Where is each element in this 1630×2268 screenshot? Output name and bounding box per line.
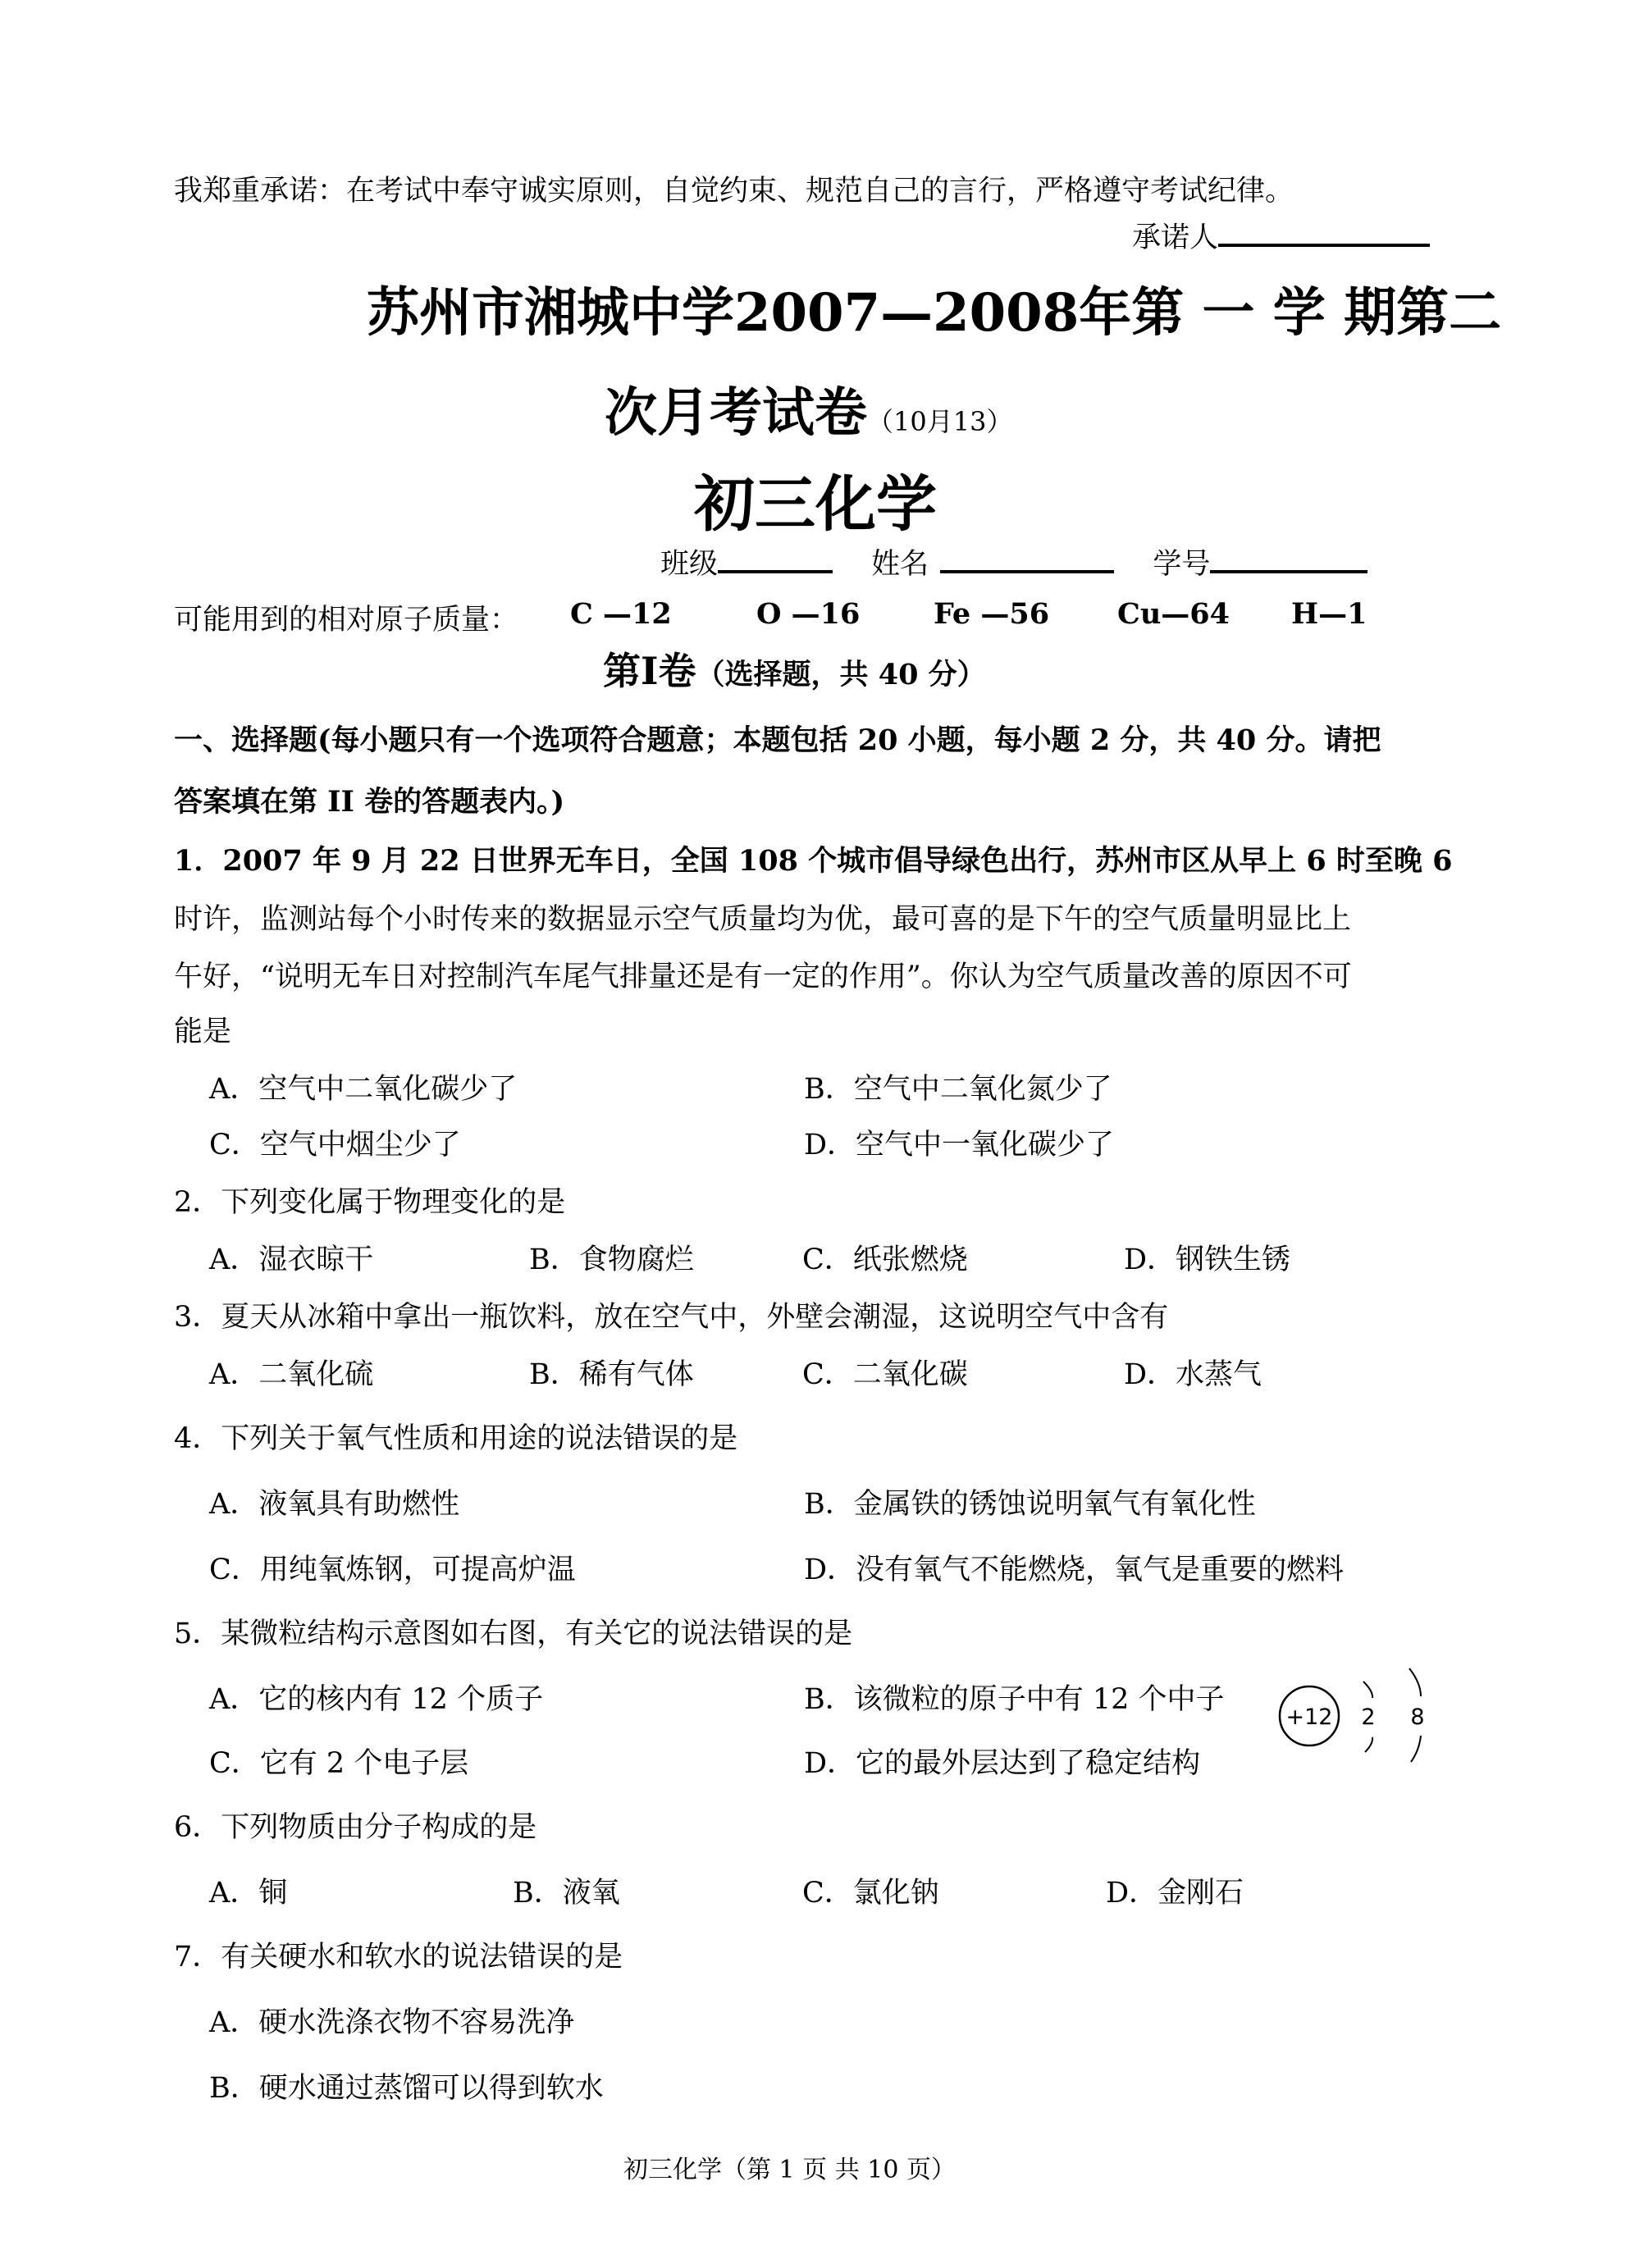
q1-option-a[interactable]: A．空气中二氧化碳少了 — [209, 1073, 518, 1106]
pledge-text: 我郑重承诺：在考试中奉守诚实原则，自觉约束、规范自己的言行，严格遵守考试纪律。 — [174, 175, 1294, 208]
q2-stem: 2．下列变化属于物理变化的是 — [174, 1186, 566, 1219]
atomic-mass-label: 可能用到的相对原子质量： — [174, 604, 519, 637]
atomic-mass-h: H—1 — [1291, 597, 1367, 631]
atomic-structure-diagram — [1263, 1665, 1452, 1764]
number-label: 学号 — [1153, 548, 1211, 581]
q1-stem-line1: 1．2007 年 9 月 22 日世界无车日，全国 108 个城市倡导绿色出行，苏州市区从早上 6 时至晚 6 — [174, 844, 1453, 878]
shell1-arc-bottom — [1365, 1737, 1372, 1752]
q5-option-c[interactable]: C．它有 2 个电子层 — [209, 1747, 469, 1780]
q7-option-b[interactable]: B．硬水通过蒸馏可以得到软水 — [209, 2072, 604, 2105]
exam-title-line2 — [605, 371, 1012, 446]
q4-option-b[interactable]: B．金属铁的锈蚀说明氧气有氧化性 — [804, 1488, 1256, 1521]
shell1-electrons: 2 — [1361, 1704, 1376, 1730]
section1-heading-line2: 答案填在第 II 卷的答题表内。) — [174, 785, 565, 819]
shell1-arc-top — [1363, 1682, 1372, 1698]
q1-stem-line3: 午好，“说明无车日对控制汽车尾气排量还是有一定的作用”。你认为空气质量改善的原因不可 — [174, 961, 1352, 993]
student-number-field[interactable] — [1210, 542, 1367, 573]
q1-option-b[interactable]: B．空气中二氧化氮少了 — [804, 1073, 1112, 1106]
signer-blank[interactable] — [1218, 216, 1430, 247]
q7-stem: 7．有关硬水和软水的说法错误的是 — [174, 1941, 623, 1974]
signer-field — [1132, 215, 1430, 256]
page-footer: 初三化学（第 1 页 共 10 页） — [623, 2156, 956, 2184]
q5-option-b[interactable]: B．该微粒的原子中有 12 个中子 — [804, 1683, 1225, 1716]
atomic-mass-o: O —16 — [756, 597, 861, 631]
q1-stem-line4: 能是 — [174, 1015, 232, 1048]
shell2-electrons: 8 — [1410, 1704, 1425, 1730]
shell2-arc-top — [1409, 1668, 1421, 1696]
q3-stem: 3．夏天从冰箱中拿出一瓶饮料，放在空气中，外壁会潮湿，这说明空气中含有 — [174, 1301, 1169, 1334]
q3-option-c[interactable]: C．二氧化碳 — [802, 1358, 968, 1391]
volume-heading — [603, 641, 986, 696]
subject-title: 初三化学 — [694, 469, 937, 540]
exam-title-main: 次月考试卷 — [605, 382, 867, 444]
nucleus-charge: +12 — [1285, 1704, 1333, 1730]
q2-option-c[interactable]: C．纸张燃烧 — [802, 1244, 968, 1276]
q3-option-b[interactable]: B．稀有气体 — [529, 1358, 694, 1391]
section1-heading-line1: 一、选择题(每小题只有一个选项符合题意；本题包括 20 小题，每小题 2 分，共 40 分。请把 — [174, 723, 1381, 757]
shell2-arc-bottom — [1411, 1736, 1421, 1762]
q2-option-b[interactable]: B．食物腐烂 — [529, 1244, 694, 1276]
exam-date: （10月13） — [867, 406, 1013, 437]
q1-stem-line2: 时许，监测站每个小时传来的数据显示空气质量均为优，最可喜的是下午的空气质量明显比上 — [174, 903, 1352, 936]
q5-stem: 5．某微粒结构示意图如右图，有关它的说法错误的是 — [174, 1618, 853, 1650]
class-label: 班级 — [660, 548, 719, 581]
atomic-mass-c: C —12 — [570, 597, 672, 631]
q2-option-d[interactable]: D．钢铁生锈 — [1124, 1244, 1291, 1276]
atomic-mass-fe: Fe —56 — [934, 597, 1050, 631]
q5-option-a[interactable]: A．它的核内有 12 个质子 — [209, 1683, 544, 1716]
q4-stem: 4．下列关于氧气性质和用途的说法错误的是 — [174, 1422, 738, 1455]
q1-option-d[interactable]: D．空气中一氧化碳少了 — [804, 1129, 1115, 1161]
volume-note: （选择题，共 40 分） — [696, 658, 986, 691]
q3-option-a[interactable]: A．二氧化硫 — [209, 1358, 374, 1391]
q1-option-c[interactable]: C．空气中烟尘少了 — [209, 1129, 461, 1161]
q6-stem: 6．下列物质由分子构成的是 — [174, 1811, 537, 1844]
volume-title: 第Ⅰ卷 — [603, 649, 696, 693]
q4-option-d[interactable]: D．没有氧气不能燃烧，氧气是重要的燃料 — [804, 1554, 1345, 1586]
q6-option-a[interactable]: A．铜 — [209, 1877, 288, 1910]
q5-option-d[interactable]: D．它的最外层达到了稳定结构 — [804, 1747, 1201, 1780]
q2-option-a[interactable]: A．湿衣晾干 — [209, 1244, 374, 1276]
q3-option-d[interactable]: D．水蒸气 — [1124, 1358, 1262, 1391]
name-label: 姓名 — [871, 548, 929, 581]
student-info — [660, 541, 1367, 582]
atomic-mass-cu: Cu—64 — [1117, 597, 1230, 631]
name-field[interactable] — [940, 542, 1114, 573]
q4-option-c[interactable]: C．用纯氧炼钢，可提高炉温 — [209, 1554, 576, 1586]
q6-option-c[interactable]: C．氯化钠 — [802, 1877, 939, 1910]
exam-title-line1: 苏州市湘城中学2007—2008年第 一 学 期第二 — [367, 282, 1502, 344]
q6-option-d[interactable]: D．金刚石 — [1106, 1877, 1244, 1910]
class-field[interactable] — [718, 542, 833, 573]
q7-option-a[interactable]: A．硬水洗涤衣物不容易洗净 — [209, 2006, 575, 2039]
signer-label: 承诺人 — [1132, 221, 1219, 254]
q6-option-b[interactable]: B．液氧 — [513, 1877, 620, 1910]
q4-option-a[interactable]: A．液氧具有助燃性 — [209, 1488, 460, 1521]
